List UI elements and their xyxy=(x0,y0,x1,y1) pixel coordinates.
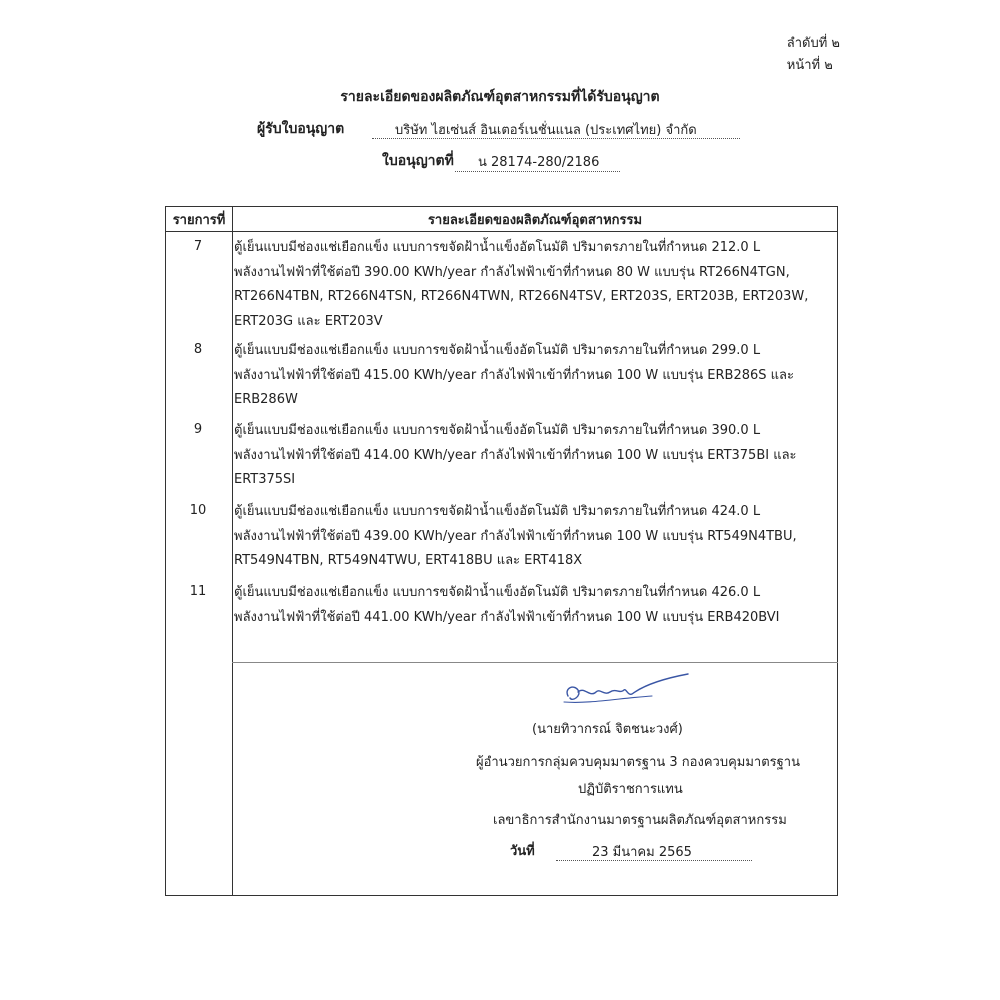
item-detail-line: ERT375SI xyxy=(234,472,296,487)
signatory-position-line-3: เลขาธิการสำนักงานมาตรฐานผลิตภัณฑ์อุตสาหกรรม xyxy=(493,813,787,828)
column-header-item-no: รายการที่ xyxy=(166,207,233,232)
date-label: วันที่ xyxy=(510,844,535,859)
licensee-dotted-line xyxy=(372,138,740,139)
list-item xyxy=(165,236,838,339)
item-detail-line: พลังงานไฟฟ้าที่ใช้ต่อปี 415.00 KWh/year กำลังไฟฟ้าเข้าที่กำหนด 100 W แบบรุ่น ERB286S และ xyxy=(234,367,794,383)
signatory-position-line-1: ผู้อำนวยการกลุ่มควบคุมมาตรฐาน 3 กองควบคุมมาตรฐาน xyxy=(476,755,800,770)
item-detail-line: พลังงานไฟฟ้าที่ใช้ต่อปี 390.00 KWh/year กำลังไฟฟ้าเข้าที่กำหนด 80 W แบบรุ่น RT266N4TGN, xyxy=(234,264,790,280)
list-item xyxy=(165,339,838,419)
table-items xyxy=(165,236,838,641)
sequence-number: ลำดับที่ ๒ xyxy=(786,36,840,51)
item-detail-line: พลังงานไฟฟ้าที่ใช้ต่อปี 414.00 KWh/year กำลังไฟฟ้าเข้าที่กำหนด 100 W แบบรุ่น ERT375BI และ xyxy=(234,447,797,463)
signatory-name: (นายทิวากรณ์ จิตชนะวงศ์) xyxy=(532,722,683,737)
item-detail xyxy=(231,339,838,413)
item-detail-line: RT266N4TBN, RT266N4TSN, RT266N4TWN, RT266N4TSV, ERT203S, ERT203B, ERT203W, xyxy=(234,289,809,304)
item-detail xyxy=(231,236,838,334)
signatory-position-line-2: ปฏิบัติราชการแทน xyxy=(578,782,683,797)
date-value: 23 มีนาคม 2565 xyxy=(592,845,692,860)
licensee-value: บริษัท ไฮเซ่นส์ อินเตอร์เนชั่นแนล (ประเทศไทย) จำกัด xyxy=(395,123,697,138)
items-divider xyxy=(232,662,838,663)
item-detail-line: พลังงานไฟฟ้าที่ใช้ต่อปี 439.00 KWh/year กำลังไฟฟ้าเข้าที่กำหนด 100 W แบบรุ่น RT549N4TBU, xyxy=(234,528,797,544)
item-number: 7 xyxy=(193,239,203,254)
item-detail-line: ERT203G และ ERT203V xyxy=(234,313,383,329)
item-detail xyxy=(231,500,838,574)
date-dotted-line xyxy=(556,860,752,861)
item-detail-line: พลังงานไฟฟ้าที่ใช้ต่อปี 441.00 KWh/year กำลังไฟฟ้าเข้าที่กำหนด 100 W แบบรุ่น ERB420BVI xyxy=(234,609,780,625)
item-number: 9 xyxy=(193,422,203,437)
item-detail-line: ERB286W xyxy=(234,392,298,407)
item-number: 8 xyxy=(193,342,203,357)
signature-image xyxy=(560,668,700,716)
item-detail-line: ตู้เย็นแบบมีช่องแช่เยือกแข็ง แบบการขจัดฝ้าน้ำแข็งอัตโนมัติ ปริมาตรภายในที่กำหนด 426.0 L xyxy=(234,585,761,600)
item-detail-line: ตู้เย็นแบบมีช่องแช่เยือกแข็ง แบบการขจัดฝ้าน้ำแข็งอัตโนมัติ ปริมาตรภายในที่กำหนด 424.0 L xyxy=(234,504,761,519)
page-sequence-block xyxy=(787,32,840,76)
license-number-dotted-line xyxy=(455,171,620,172)
item-number: 10 xyxy=(189,503,207,518)
item-number: 11 xyxy=(189,584,207,599)
license-number-label: ใบอนุญาตที่ xyxy=(382,153,454,169)
license-number-value: น 28174-280/2186 xyxy=(478,155,600,170)
list-item xyxy=(165,500,838,581)
document-title: รายละเอียดของผลิตภัณฑ์อุตสาหกรรมที่ได้รับอนุญาต xyxy=(340,89,660,105)
column-header-detail: รายละเอียดของผลิตภัณฑ์อุตสาหกรรม xyxy=(233,207,838,232)
licensee-label: ผู้รับใบอนุญาต xyxy=(257,121,345,137)
item-detail-line: RT549N4TBN, RT549N4TWU, ERT418BU และ ERT418X xyxy=(234,553,583,568)
item-detail-line: ตู้เย็นแบบมีช่องแช่เยือกแข็ง แบบการขจัดฝ้าน้ำแข็งอัตโนมัติ ปริมาตรภายในที่กำหนด 390.0 L xyxy=(234,423,761,438)
item-detail-line: ตู้เย็นแบบมีช่องแช่เยือกแข็ง แบบการขจัดฝ้าน้ำแข็งอัตโนมัติ ปริมาตรภายในที่กำหนด 299.0 L xyxy=(234,343,761,358)
list-item xyxy=(165,581,838,641)
item-detail xyxy=(231,581,838,630)
item-detail xyxy=(231,419,838,493)
item-detail-line: ตู้เย็นแบบมีช่องแช่เยือกแข็ง แบบการขจัดฝ้าน้ำแข็งอัตโนมัติ ปริมาตรภายในที่กำหนด 212.0 L xyxy=(234,240,761,255)
page-number: หน้าที่ ๒ xyxy=(786,58,833,73)
list-item xyxy=(165,419,838,500)
table-header-row xyxy=(166,207,838,232)
